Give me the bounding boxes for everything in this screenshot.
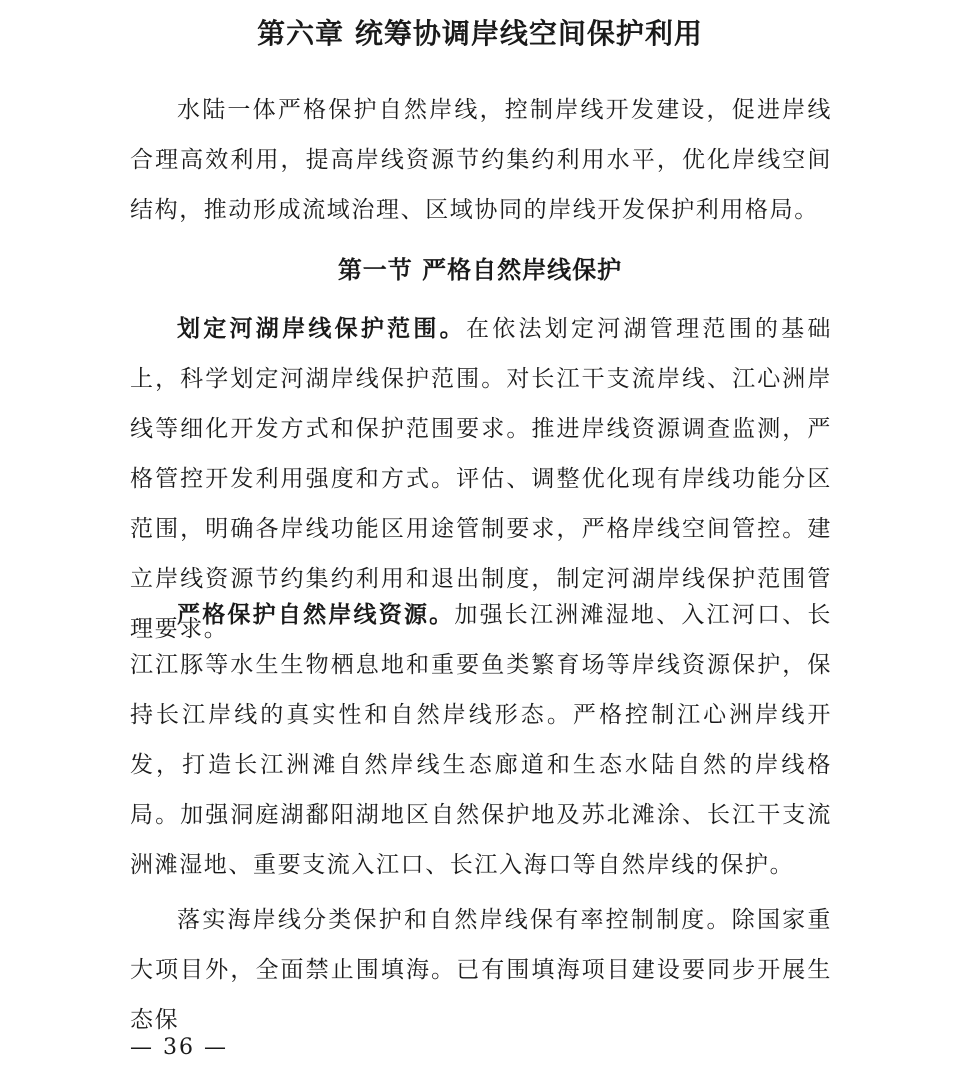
intro-paragraph: 水陆一体严格保护自然岸线，控制岸线开发建设，促进岸线合理高效利用，提高岸线资源节约集约利用水平，优化岸线空间结构，推动形成流域治理、区域协同的岸线开发保护利用格局。	[130, 97, 832, 223]
paragraph-natural-shoreline	[130, 590, 832, 890]
paragraph-body: 加强长江洲滩湿地、入江河口、长江江豚等水生生物栖息地和重要鱼类繁育场等岸线资源保护，保持长江岸线的真实性和自然岸线形态。严格控制江心洲岸线开发，打造长江洲滩自然岸线生态廊道和生态水陆自然的岸线格局。加强洞庭湖鄱阳湖地区自然保护地及苏北滩涂、长江干支流洲滩湿地、重要支流入江口、长江入海口等自然岸线的保护。	[130, 602, 832, 878]
chapter-title: 第六章 统筹协调岸线空间保护利用	[257, 17, 703, 50]
section-title: 第一节 严格自然岸线保护	[337, 256, 623, 284]
paragraph-body: 在依法划定河湖管理范围的基础上，科学划定河湖岸线保护范围。对长江干支流岸线、江心洲岸线等细化开发方式和保护范围要求。推进岸线资源调查监测，严格管控开发利用强度和方式。评估、调整优化现有岸线功能分区范围，明确各岸线功能区用途管制要求，严格岸线空间管控。建立岸线资源节约集约利用和退出制度，制定河湖岸线保护范围管理要求。	[130, 316, 832, 642]
paragraph-lead: 严格保护自然岸线资源。	[177, 602, 455, 628]
paragraph-body: 落实海岸线分类保护和自然岸线保有率控制制度。除国家重大项目外，全面禁止围填海。已有围填海项目建设要同步开展生态保	[130, 907, 832, 1033]
paragraph-lead: 划定河湖岸线保护范围。	[177, 316, 466, 342]
page-number: — 36 —	[130, 1035, 228, 1060]
paragraph-coastline	[130, 895, 832, 1045]
